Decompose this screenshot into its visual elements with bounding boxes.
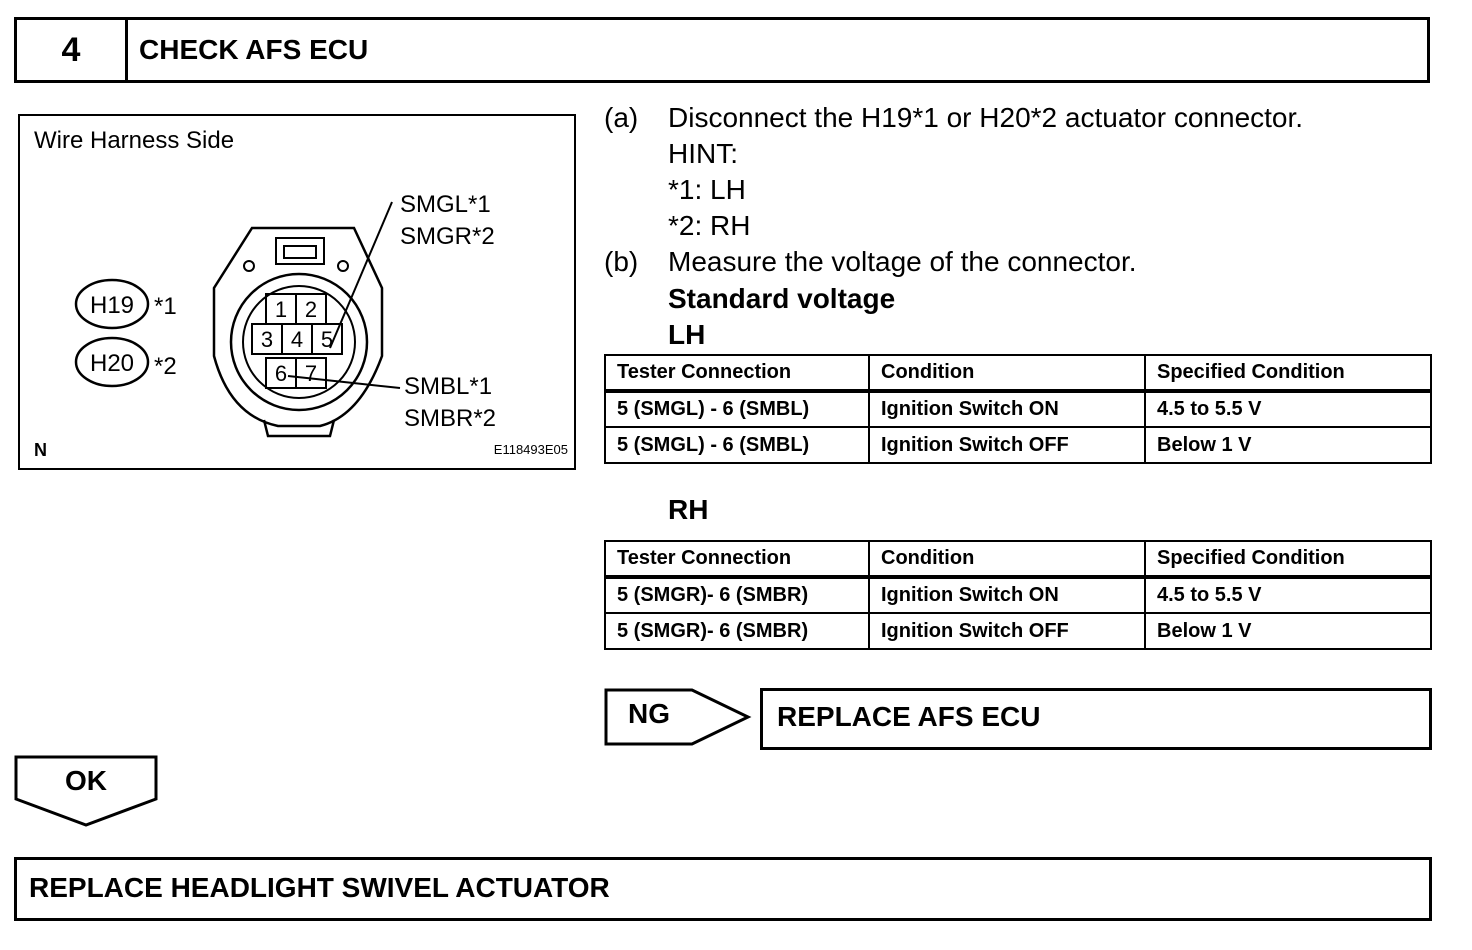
- terminal-4: 4: [290, 327, 304, 352]
- col-header: Specified Condition: [1145, 355, 1431, 391]
- terminal-6: 6: [274, 361, 288, 386]
- code-note-1: *1: [154, 293, 177, 320]
- hint-label: HINT:: [668, 138, 738, 169]
- callout-smgl: SMGL*1: [400, 191, 491, 218]
- callout-smbr: SMBR*2: [404, 405, 497, 432]
- step-a-marker: (a): [604, 102, 639, 133]
- table-cell: Below 1 V: [1145, 427, 1431, 463]
- corner-label: N: [34, 440, 47, 460]
- terminal-2: 2: [304, 297, 318, 322]
- table-row: [605, 427, 1431, 463]
- table-cell: Below 1 V: [1145, 613, 1431, 649]
- terminal-7: 7: [304, 361, 318, 386]
- col-header: Condition: [869, 355, 1145, 391]
- terminal-5: 5: [320, 327, 334, 352]
- table-cell: 5 (SMGR)- 6 (SMBR): [605, 613, 869, 649]
- step-number: 4: [17, 20, 128, 80]
- connector-hole-right: [338, 261, 348, 271]
- figure-id: E118493E05: [493, 442, 568, 457]
- step-header: [14, 17, 1430, 83]
- code-note-2: *2: [154, 353, 177, 380]
- terminal-1: 1: [274, 297, 288, 322]
- connector-latch-inner: [284, 246, 316, 258]
- ok-action: REPLACE HEADLIGHT SWIVEL ACTUATOR: [29, 872, 610, 903]
- terminal-3: 3: [260, 327, 274, 352]
- table-cell: 5 (SMGL) - 6 (SMBL): [605, 391, 869, 427]
- code-h20: H20: [89, 350, 135, 377]
- code-h19: H19: [89, 292, 135, 319]
- connector-diagram: [20, 116, 576, 470]
- ok-label: OK: [65, 765, 107, 796]
- rh-label: RH: [668, 494, 709, 525]
- ng-action-box: [760, 688, 1432, 750]
- callout-smbl: SMBL*1: [404, 373, 493, 400]
- standard-voltage-label: Standard voltage: [668, 283, 896, 314]
- figure-title: Wire Harness Side: [34, 127, 235, 154]
- table-cell: 5 (SMGR)- 6 (SMBR): [605, 577, 869, 613]
- table-header-row: [605, 541, 1431, 577]
- ok-action-box: [14, 857, 1432, 921]
- hint-2: *2: RH: [668, 210, 751, 241]
- table-row: [605, 391, 1431, 427]
- lh-spec-table: [604, 354, 1432, 464]
- lh-label: LH: [668, 319, 706, 350]
- step-b-marker: (b): [604, 246, 639, 277]
- ok-arrow: [14, 755, 158, 829]
- step-title: CHECK AFS ECU: [139, 34, 369, 65]
- connector-tab: [264, 420, 334, 436]
- table-row: [605, 577, 1431, 613]
- table-cell: Ignition Switch ON: [869, 391, 1145, 427]
- table-cell: Ignition Switch ON: [869, 577, 1145, 613]
- table-row: [605, 613, 1431, 649]
- rh-spec-table: [604, 540, 1432, 650]
- col-header: Specified Condition: [1145, 541, 1431, 577]
- ng-arrow: [604, 688, 752, 746]
- ng-label: NG: [628, 698, 670, 729]
- col-header: Tester Connection: [605, 355, 869, 391]
- table-cell: 4.5 to 5.5 V: [1145, 577, 1431, 613]
- step-b-text: Measure the voltage of the connector.: [668, 246, 1137, 277]
- table-cell: Ignition Switch OFF: [869, 613, 1145, 649]
- table-cell: 5 (SMGL) - 6 (SMBL): [605, 427, 869, 463]
- callout-smgr: SMGR*2: [400, 223, 495, 250]
- connector-figure: [18, 114, 576, 470]
- col-header: Tester Connection: [605, 541, 869, 577]
- ng-arrow-shape: [604, 688, 752, 746]
- table-header-row: [605, 355, 1431, 391]
- connector-hole-left: [244, 261, 254, 271]
- col-header: Condition: [869, 541, 1145, 577]
- table-cell: Ignition Switch OFF: [869, 427, 1145, 463]
- ng-action: REPLACE AFS ECU: [777, 701, 1041, 732]
- step-a-text: Disconnect the H19*1 or H20*2 actuator connector.: [668, 102, 1304, 133]
- table-cell: 4.5 to 5.5 V: [1145, 391, 1431, 427]
- hint-1: *1: LH: [668, 174, 746, 205]
